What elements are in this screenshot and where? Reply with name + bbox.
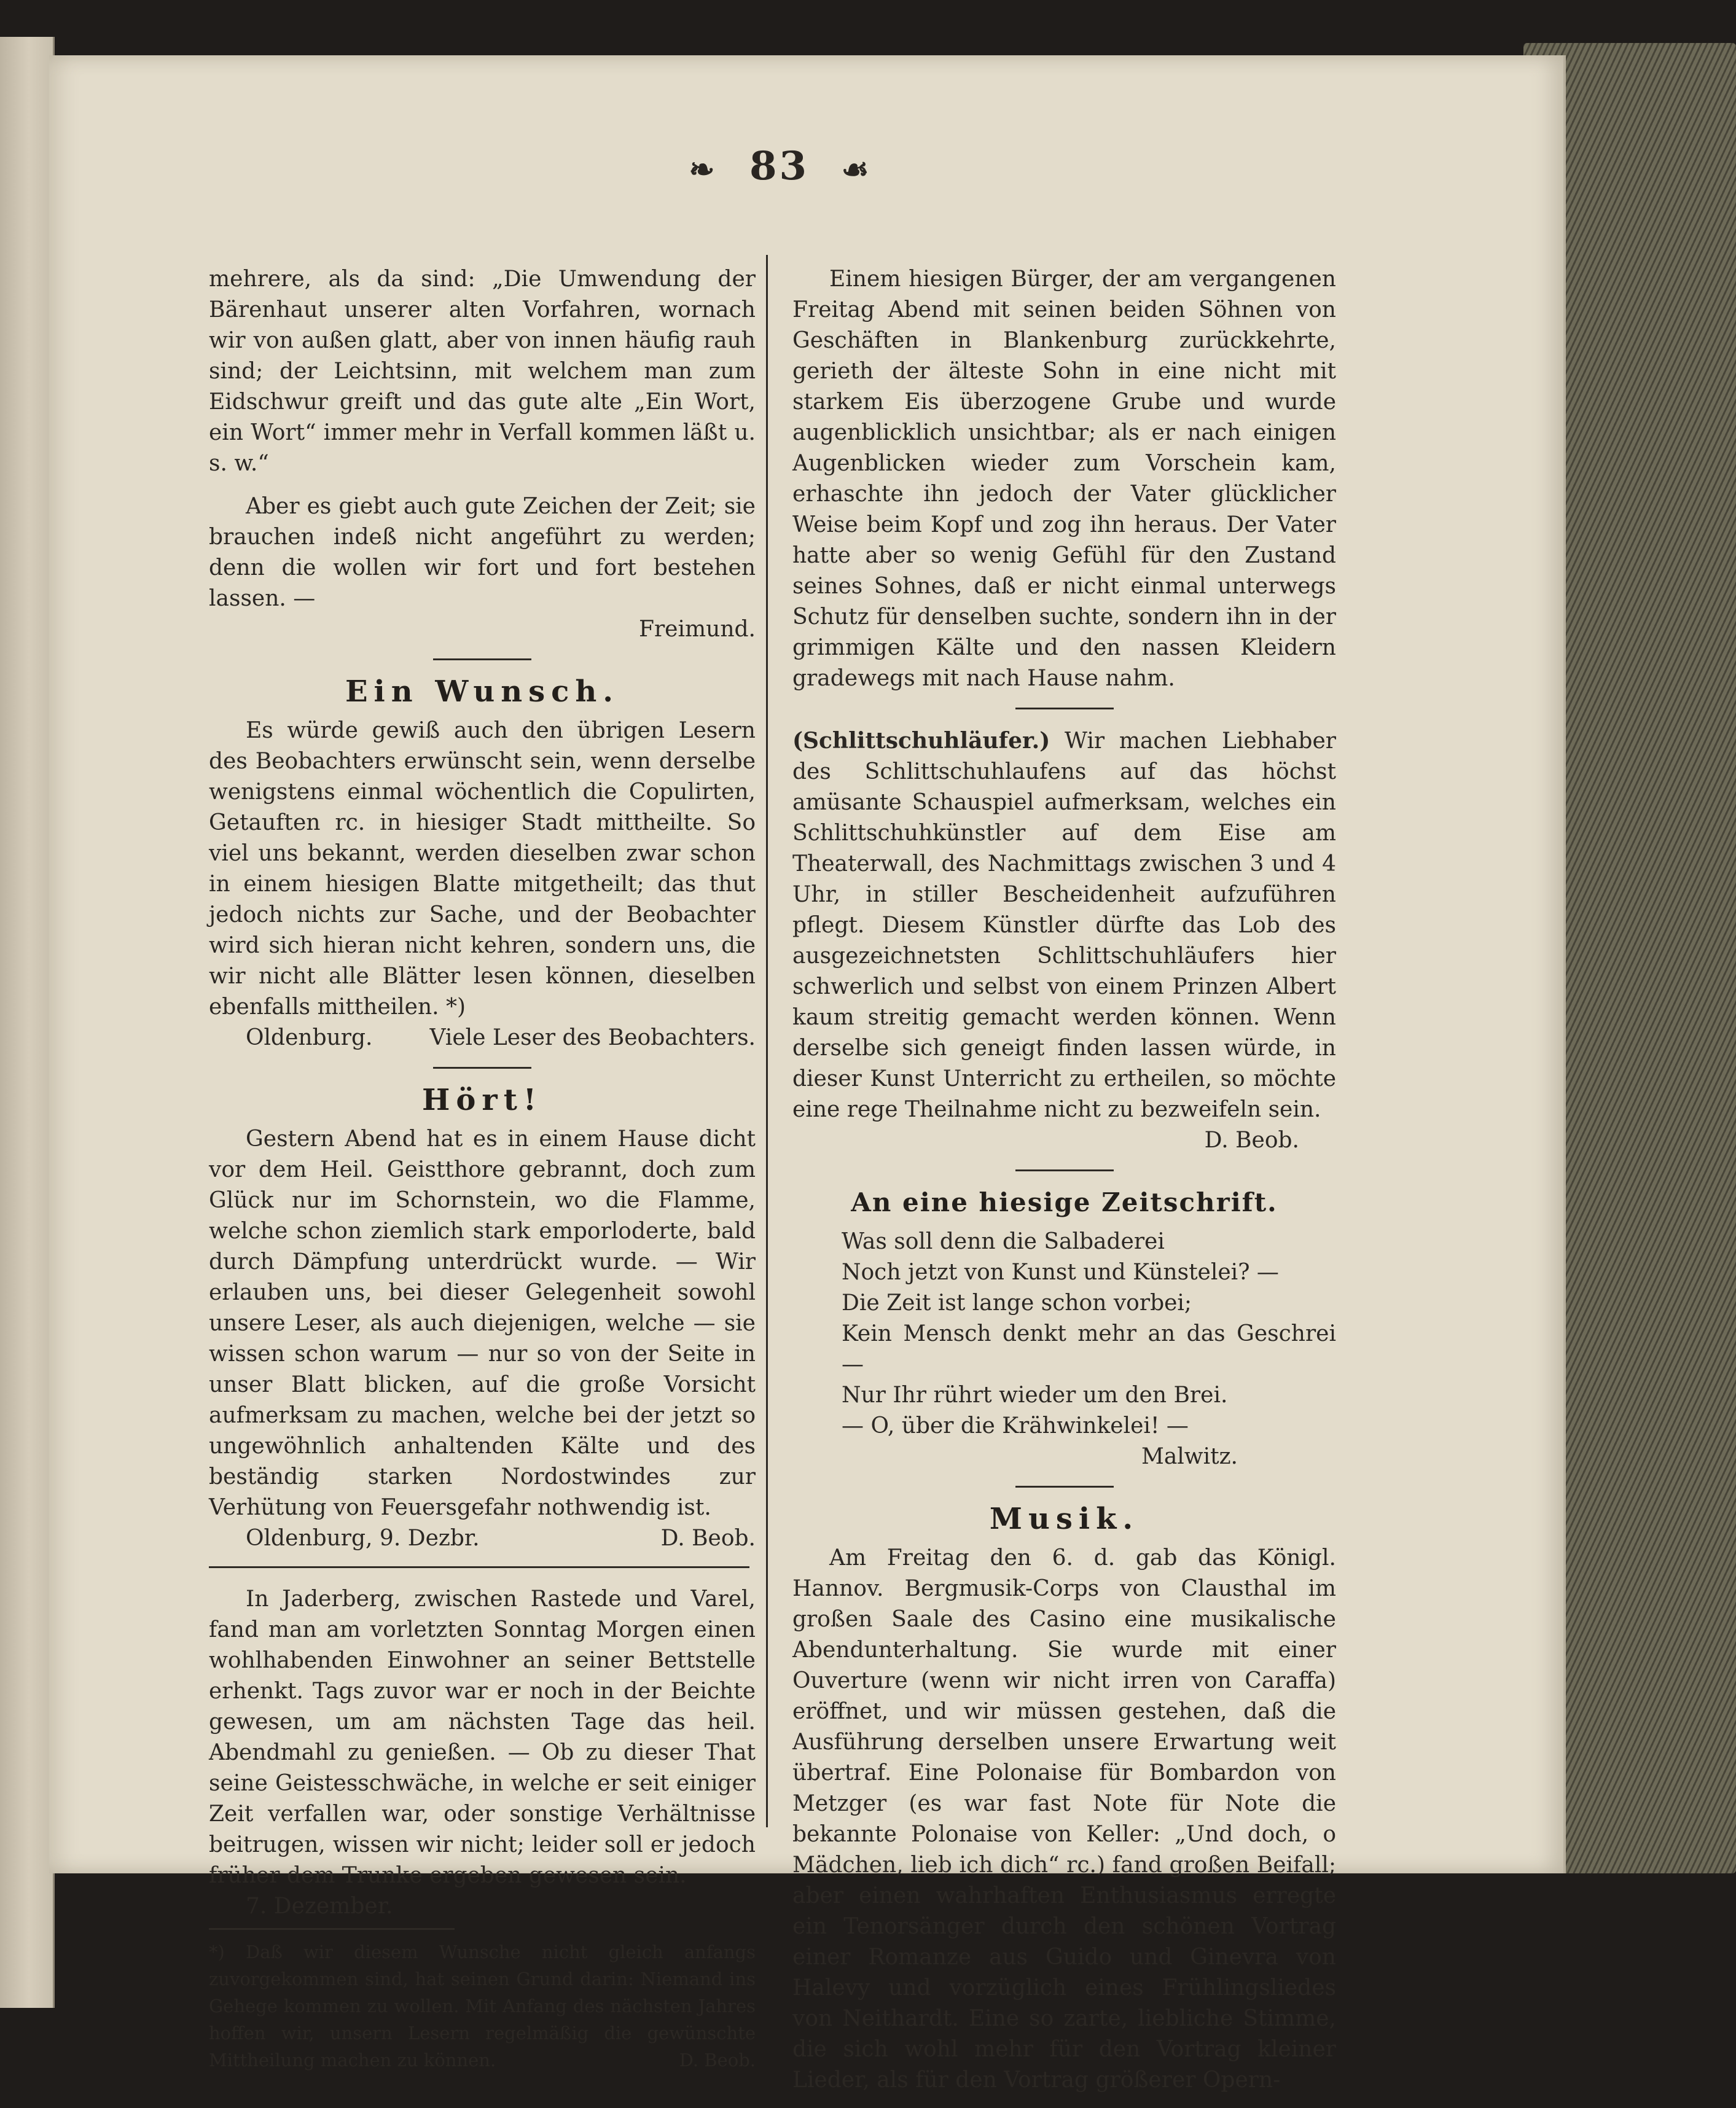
skate-text: Wir machen Liebhaber des Schlittschuhlaufens auf das höchst amüsante Schauspiel aufmerksam, welches ein Schlittschuhkünstler auf dem Eise am Theaterwall, des Nachmittags zwischen 3 und 4 Uhr, in stiller Bescheidenheit aufzuführen pflegt. Diesem Künstler dürfte das Lob des ausgezeichnetsten Schlittschuhläufers hier schwerlich und selbst von einem Prinzen Albert kaum streitig gemacht werden können. Wenn derselbe sich geneigt finden lassen würde, in dieser Kunst Unterricht zu ertheilen, so möchte eine rege Theilnahme nicht zu bezweifeln sein. [792, 728, 1336, 1122]
page-number: 83 [749, 143, 810, 189]
ornament-left-icon: ❧ [689, 151, 717, 187]
poem-heading: An eine hiesige Zeitschrift. [851, 1187, 1278, 1217]
footnote-text: *) Daß wir diesem Wunsche nicht gleich anfangs zuvorgekommen sind, hat seinen Grund darin: Niemand ins Gehege kommen zu wollen. Mit Anfang des nächsten Jahres hoffen wir, unsern Lesern regelmäßig die gewünschte Mittheilung machen zu können. [209, 1942, 756, 2071]
left-page-edge [0, 37, 55, 2008]
hoert-paragraph: Gestern Abend hat es in einem Hause dicht vor dem Heil. Geistthore gebrannt, doch zum Glück nur im Schornstein, wo die Flamme, welche schon ziemlich stark emporloderte, bald durch Dämpfung unterdrückt wurde. — Wir erlauben uns, bei dieser Gelegenheit sowohl unsere Leser, als auch diejenigen, welche — sie wissen schon warum — nur so von der Seite in unser Blatt blicken, auf die große Vorsicht aufmerksam zu machen, welche bei der jetzt so ungewöhnlich anhaltenden Kälte und des beständig starken Nordostwindes zur Verhütung von Feuersgefahr nothwendig ist. [209, 1126, 756, 1520]
musik-heading: Musik. [989, 1502, 1140, 1536]
hoert-signature: D. Beob. [660, 1526, 756, 1551]
hoert-heading: Hört! [422, 1083, 542, 1117]
hoert-signature-line [209, 1523, 756, 1554]
wish-place: Oldenburg. [246, 1025, 373, 1050]
poem-line: — O, über die Krähwinkelei! — [842, 1413, 1189, 1439]
buerger-paragraph: Einem hiesigen Bürger, der am vergangenen Freitag Abend mit seinen beiden Söhnen von Geschäften in Blankenburg zurückkehrte, gerieth der älteste Sohn in eine nicht mit starkem Eis überzogene Grube und wurde augenblicklich unsichtbar; als er nach einigen Augenblicken wieder zum Vorschein kam, erhaschte ihn jedoch der Vater glücklicher Weise beim Kopf und zog ihn heraus. Der Vater hatte aber so wenig Gefühl für den Zustand seines Sohnes, daß er nicht einmal unterwegs Schutz für denselben suchte, sondern ihn in der grimmigen Kälte und den nassen Kleidern gradewegs mit nach Hause nahm. [792, 267, 1336, 691]
skate-signature: D. Beob. [1204, 1128, 1299, 1153]
section-divider [1015, 1169, 1114, 1171]
footnote [209, 1938, 756, 2074]
footnote-signature: D. Beob. [679, 2050, 756, 2071]
intro-paragraph-2: Aber es giebt auch gute Zeichen der Zeit; sie brauchen indeß nicht angeführt zu werden; denn die wollen wir fort und fort bestehen lassen. — [209, 494, 756, 611]
section-divider [433, 1067, 531, 1069]
page-header [639, 143, 921, 189]
poem-line: Nur Ihr rührt wieder um den Brei. [842, 1383, 1228, 1408]
footnote-divider [209, 1928, 455, 1930]
intro-signature: Freimund. [638, 617, 756, 642]
section-divider-long [209, 1566, 749, 1568]
section-divider [1015, 1486, 1114, 1488]
skate-paragraph [792, 725, 1336, 1125]
poem-line: Was soll denn die Salbaderei [842, 1229, 1165, 1254]
skate-heading: (Schlittschuhläufer.) [792, 728, 1050, 754]
poem-line: Noch jetzt von Kunst und Künstelei? — [842, 1260, 1279, 1285]
musik-paragraph: Am Freitag den 6. d. gab das Königl. Hannov. Bergmusik-Corps von Clausthal im großen Saale des Casino eine musikalische Abendunterhaltung. Sie wurde mit einer Ouverture (wenn wir nicht irren von Caraffa) eröffnet, und wir müssen gestehen, daß die Ausführung derselben unsere Erwartung weit übertraf. Eine Polonaise für Bombardon von Metzger (es war fast Note für Note die bekannte Polonaise von Keller: „Und doch, o Mädchen, lieb ich dich“ rc.) fand großen Beifall; aber einen wahrhaften Enthusiasmus erregte ein Tenorsänger durch den schönen Vortrag einer Romanze aus Guido und Ginevra von Halevy und vorzüglich eines Frühlingsliedes von Neithardt. Eine so zarte, liebliche Stimme, die sich wohl mehr für den Vortrag kleiner Lieder, als für den Vortrag größerer Opern- [792, 1545, 1336, 2093]
section-divider [433, 658, 531, 660]
ornament-right-icon: ☙ [841, 151, 872, 187]
poem-signature: Malwitz. [1141, 1444, 1238, 1469]
wish-heading: Ein Wunsch. [345, 674, 620, 709]
jaderberg-paragraph: In Jaderberg, zwischen Rastede und Varel, fand man am vorletzten Sonntag Morgen einen wohlhabenden Einwohner an seiner Bettstelle erhenkt. Tags zuvor war er noch in der Beichte gewesen, um am nächsten Tage das heil. Abendmahl zu genießen. — Ob zu dieser That seine Geistesschwäche, in welche er seit einiger Zeit verfallen war, oder sonstige Verhältnisse beitrugen, wissen wir nicht; leider soll er jedoch früher dem Trunke ergeben gewesen sein. [209, 1587, 756, 1888]
hoert-place: Oldenburg, 9. Dezbr. [246, 1526, 480, 1551]
right-column [792, 264, 1336, 2108]
left-column [209, 264, 756, 2074]
wish-signature-line [209, 1023, 756, 1053]
poem [842, 1227, 1336, 1442]
section-divider [1015, 708, 1114, 709]
intro-paragraph: mehrere, als da sind: „Die Umwendung der Bärenhaut unserer alten Vorfahren, wornach wir von außen glatt, aber von innen häufig rauh sind; der Leichtsinn, mit welchem man zum Eidschwur greift und das gute alte „Ein Wort, ein Wort“ immer mehr in Verfall kommen läßt u. s. w.“ [209, 267, 756, 476]
wish-paragraph: Es würde gewiß auch den übrigen Lesern des Beobachters erwünscht sein, wenn derselbe wenigstens einmal wöchentlich die Copulirten, Getauften rc. in hiesiger Stadt mittheilte. So viel uns bekannt, werden dieselben zwar schon in einem hiesigen Blatte mitgetheilt; das thut jedoch nichts zur Sache, und der Beobachter wird sich hieran nicht kehren, sondern uns, die wir nicht alle Blätter lesen können, dieselben ebenfalls mittheilen. *) [209, 718, 756, 1020]
column-divider [766, 255, 768, 1827]
jaderberg-date: 7. Dezember. [246, 1894, 393, 1919]
poem-line: Kein Mensch denkt mehr an das Geschrei — [842, 1321, 1336, 1377]
poem-line: Die Zeit ist lange schon vorbei; [842, 1290, 1192, 1316]
wish-signature: Viele Leser des Beobachters. [429, 1025, 756, 1050]
